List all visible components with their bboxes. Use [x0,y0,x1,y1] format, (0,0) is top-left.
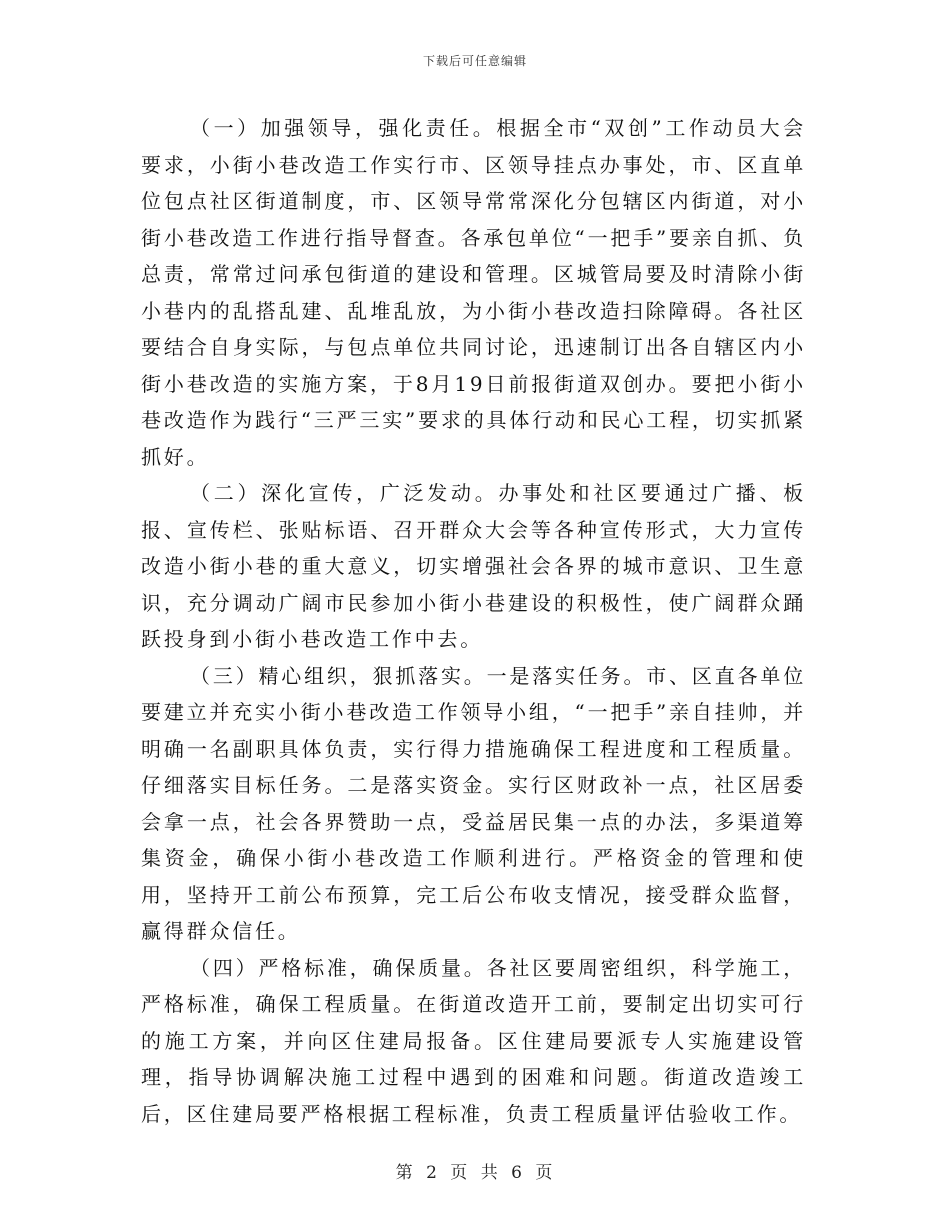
page-header: 下载后可任意编辑 [422,54,527,68]
document-body [141,110,806,1132]
paragraph-leadership: （一）加强领导，强化责任。根据全市“双创”工作动员大会要求，小街小巷改造工作实行市、区领导挂点办事处，市、区直单位包点社区街道制度，市、区领导常常深化分包辖区内街道，对小街小巷改造工作进行指导督查。各承包单位“一把手”要亲自抓、负总责，常常过问承包街道的建设和管理。区城管局要及时清除小街小巷内的乱搭乱建、乱堆乱放，为小街小巷改造扫除障碍。各社区要结合自身实际，与包点单位共同讨论，迅速制订出各自辖区内小街小巷改造的实施方案，于8月19日前报街道双创办。要把小街小巷改造作为践行“三严三实”要求的具体行动和民心工程，切实抓紧抓好。 [141,116,806,469]
paragraph-standards: （四）严格标准，确保质量。各社区要周密组织，科学施工，严格标准，确保工程质量。在街道改造开工前，要制定出切实可行的施工方案，并向区住建局报备。区住建局要派专人实施建设管理，指导协调解决施工过程中遇到的困难和问题。街道改造竣工后，区住建局要严格根据工程标准，负责工程质量评估验收工作。 [141,955,806,1126]
page-footer: 第 2 页 共 6 页 [395,1163,555,1183]
paragraph-organization: （三）精心组织，狠抓落实。一是落实任务。市、区直各单位要建立并充实小街小巷改造工作领导小组，“一把手”亲自挂帅，并明确一名副职具体负责，实行得力措施确保工程进度和工程质量。仔细落实目标任务。二是落实资金。实行区财政补一点，社区居委会拿一点，社会各界赞助一点，受益居民集一点的办法，多渠道筹集资金，确保小街小巷改造工作顺利进行。严格资金的管理和使用，坚持开工前公布预算，完工后公布收支情况，接受群众监督，赢得群众信任。 [141,663,806,943]
paragraph-publicity: （二）深化宣传，广泛发动。办事处和社区要通过广播、板报、宣传栏、张贴标语、召开群众大会等各种宣传形式，大力宣传改造小街小巷的重大意义，切实增强社会各界的城市意识、卫生意识，充分调动广阔市民参加小街小巷建设的积极性，使广阔群众踊跃投身到小街小巷改造工作中去。 [141,481,806,651]
